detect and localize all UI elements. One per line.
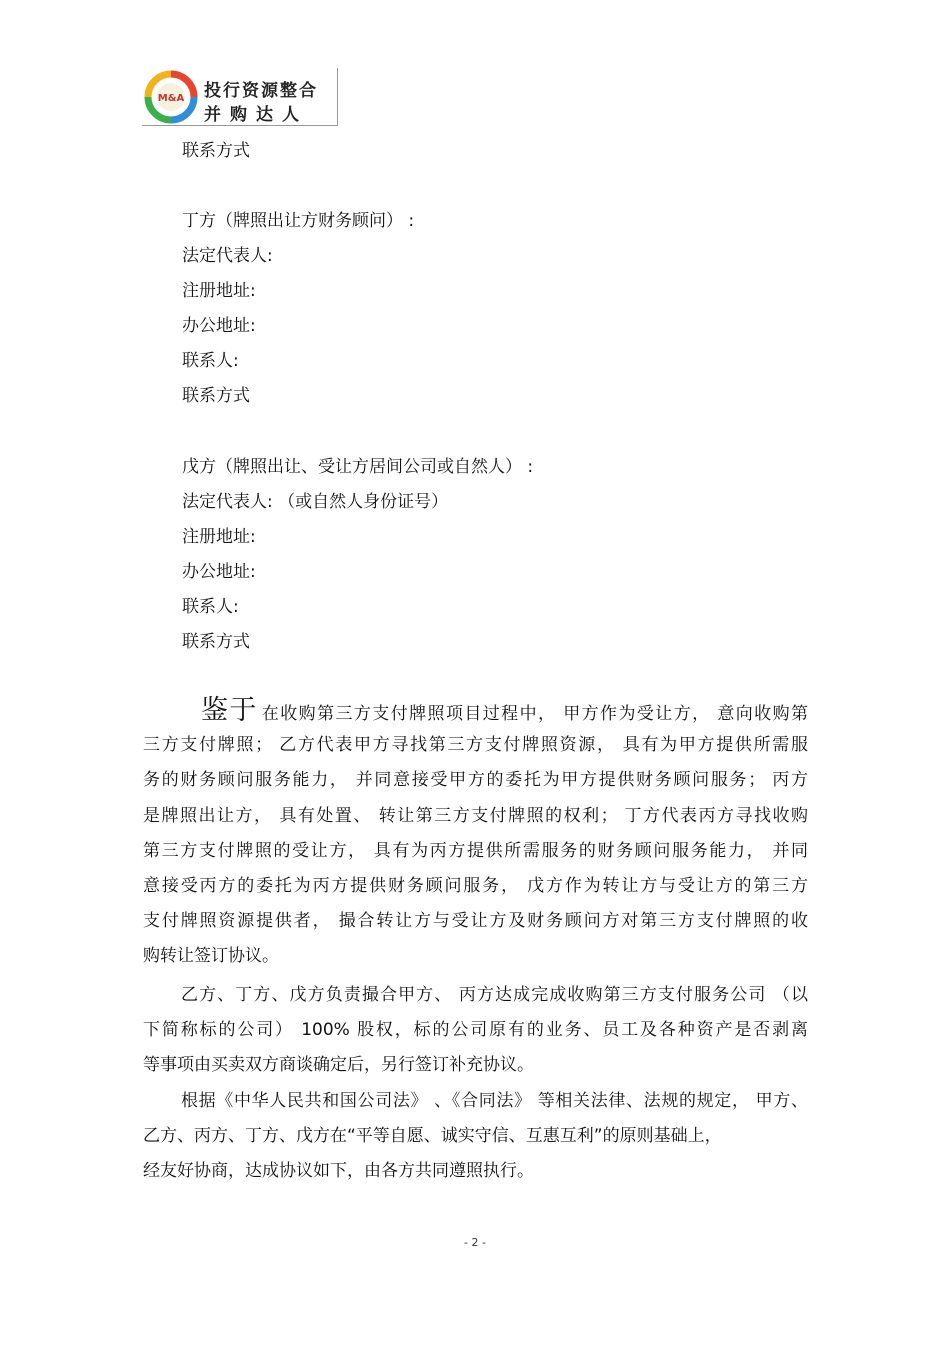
- party-e-contact-person: 联系人:: [182, 597, 239, 617]
- party-d-office-address: 办公地址:: [182, 316, 256, 336]
- party-d-legal-rep: 法定代表人:: [182, 246, 273, 266]
- scope-line: 下简称标的公司） 100% 股权，标的公司原有的业务、员工及各种资产是否剥离: [143, 1020, 808, 1041]
- ma-cycle-logo-icon: [144, 70, 198, 124]
- logo-slogan-line2: 并购达人: [204, 105, 308, 125]
- recital-line: 意接受丙方的委托为丙方提供财务顾问服务， 戊方作为转让方与受让方的第三方: [143, 875, 808, 896]
- party-e-contact-method: 联系方式: [182, 632, 250, 652]
- party-e-reg-address: 注册地址:: [182, 527, 256, 547]
- party-d-reg-address: 注册地址:: [182, 281, 256, 301]
- recital-line: 第三方支付牌照的受让方， 具有为丙方提供所需服务的财务顾问服务能力， 并同: [143, 840, 808, 861]
- recital-line: 支付牌照资源提供者， 撮合转让方与受让方及财务顾问方对第三方支付牌照的收: [143, 911, 808, 932]
- party-e-office-address: 办公地址:: [182, 562, 256, 582]
- recital-paragraph: [143, 693, 808, 975]
- logo-slogan-line1: 投行资源整合: [204, 81, 318, 101]
- party-d-contact-method: 联系方式: [182, 386, 250, 406]
- recital-line: 购转让签订协议。: [143, 946, 279, 967]
- scope-paragraph: [143, 978, 808, 1084]
- party-c-contact-method: 联系方式: [182, 141, 250, 161]
- company-logo: [142, 68, 338, 126]
- recital-line: 鉴于 在收购第三方支付牌照项目过程中， 甲方作为受让方， 意向收购第: [201, 695, 808, 726]
- recital-line: 务的财务顾问服务能力， 并同意接受甲方的委托为甲方提供财务顾问服务； 丙方: [143, 770, 808, 791]
- party-e-title: 戊方（牌照出让、受让方居间公司或自然人） :: [182, 457, 534, 477]
- legal-basis-paragraph: [143, 1084, 808, 1190]
- party-d-contact-person: 联系人:: [182, 351, 239, 371]
- scope-line: 乙方、丁方、戊方负责撮合甲方、 丙方达成完成收购第三方支付服务公司 （以: [181, 985, 808, 1005]
- recital-line: 是牌照出让方， 具有处置、 转让第三方支付牌照的权利； 丁方代表丙方寻找收购: [143, 805, 808, 826]
- recital-lead-word: 鉴于: [201, 695, 258, 726]
- party-d-title: 丁方（牌照出让方财务顾问） :: [182, 211, 415, 231]
- page-number: - 2 -: [464, 1236, 486, 1249]
- legal-basis-line: 根据《中华人民共和国公司法》 、《合同法》 等相关法律、法规的规定， 甲方、: [181, 1091, 808, 1111]
- party-e-legal-rep: 法定代表人: （或自然人身份证号）: [182, 492, 449, 512]
- logo-mark-text: M&A: [157, 93, 185, 104]
- legal-basis-line: 乙方、丙方、丁方、戊方在“平等自愿、诚实守信、互惠互利”的原则基础上，: [143, 1126, 722, 1147]
- recital-line: 三方支付牌照； 乙方代表甲方寻找第三方支付牌照资源， 具有为甲方提供所需服: [143, 735, 808, 756]
- scope-line: 等事项由买卖双方商谈确定后，另行签订补充协议。: [143, 1055, 534, 1076]
- legal-basis-line: 经友好协商，达成协议如下，由各方共同遵照执行。: [143, 1161, 534, 1182]
